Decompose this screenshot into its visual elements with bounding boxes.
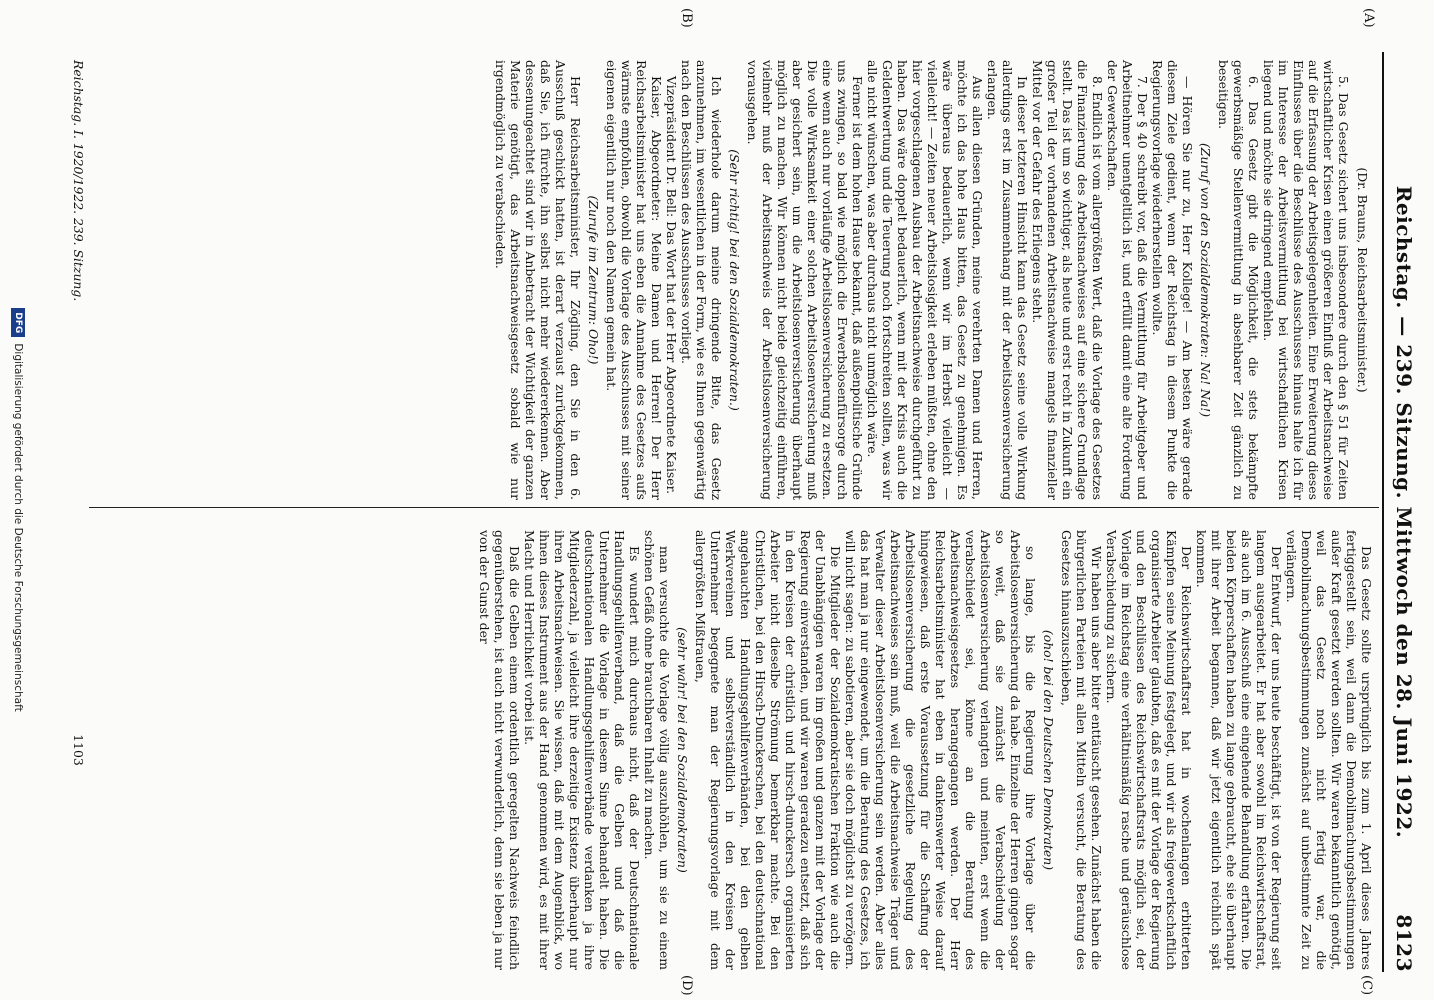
dfg-logo-icon: DFG — [11, 308, 25, 337]
margin-mark-a: (A) — [1361, 8, 1376, 28]
paragraph: so lange, bis die Regierung ihre Vorlage über die Arbeitslosenversicherung da habe. Einzelne der Herren gingen sogar so weit, daß sie zunächst die Verabschiedung der Arbeitslosenversicherung verlangten und meinten, erst wenn die verabschiedet sei, könne an die Beratung des Arbeitsnachweisgesetzes herangegangen werden. Der Herr Reichsarbeitsminister hat eben in dankenswerter Weise darauf hingewiesen, daß erste Voraussetzung für die Schaffung der Arbeitslosenversicherung die gesetzliche Regelung des Arbeitsnachweises sein muß, weil die Arbeitsnachweise Träger und Verwalter dieser Arbeitslosenversicherung sein werden. Aber alles das hat man ja nur eingewendet, um die Beratung des Gesetzes, ich will nicht sagen: zu sabotieren, aber sie doch möglichst zu verzögern. — [843, 530, 1038, 970]
paragraph: — Hören Sie nur zu, Herr Kollege! — Am besten wäre gerade diesem Ziele gedient, wenn der Reichstag in diesem Punkte die Regierungsvorlage wiederherstellen wollte. — [1150, 60, 1195, 500]
paragraph: Das Gesetz sollte ursprünglich bis zum 1. April dieses Jahres fertiggestellt sein, weil dann die Demobilmachungsbestimmungen außer Kraft gesetzt werden sollten. Wir waren bekanntlich genötigt, weil das Gesetz noch nicht fertig war, die Demobilmachungsbestimmungen zunächst auf unbestimmte Zeit zu verlängern. — [1284, 530, 1374, 970]
page-footer-left: Reichstag. I. 1920/1922. 239. Sitzung. — [71, 60, 86, 302]
paragraph: Es wundert mich durchaus nicht, daß der Deutschnationale Handlungsgehilfenverband, daß die Gelben und daß die Unternehmer die Vorlage in diesem Sinne behandelt haben. Die deutschnationalen Handlungsgehilfenverbände verdanken ja ihre Mitgliederzahl, ja vielleicht ihre derzeitige Existenz überhaupt nur ihren Arbeitsnachweisen. Sie wissen, daß mit dem Augenblick, wo ihnen dieses Instrument aus der Hand genommen wird, es mit ihrer Macht und Herrlichkeit vorbei ist. — [522, 530, 642, 970]
left-text-column — [493, 60, 1374, 500]
paragraph: man versuchte die Vorlage völlig auszuhöhlen, um sie zu einem schönen Gefäß ohne brauchbaren Inhalt zu machen. — [642, 530, 672, 970]
paragraph: Die Mitglieder der Sozialdemokratischen Fraktion wie auch die der Unabhängigen waren im großen und ganzen mit der Vorlage der Regierung einverstanden, und wir waren geradezu entsetzt, daß sich in den Kreisen der christlich und hirsch-dunckersch organisierten Arbeiter nicht dieselbe Strömung bemerkbar machte. Bei den Christlichen, bei den Hirsch-Dunckerschen, bei den deutschnational angehauchten Handlungsgehilfenverbänden, bei den gelben Werkvereinen und selbstverständlich in den Kreisen der Unternehmer begegnete man der Regierungsvorlage mit dem allergrößten Mißtrauen, — [693, 530, 843, 970]
paragraph: 8. Endlich ist vom allergrößten Wert, daß die Vorlage des Gesetzes die Finanzierung des Arbeitsnachweises auf eine sichere Grundlage stellt. Das ist um so wichtiger, als heute und erst recht in Zukunft ein großer Teil der vorhandenen Arbeitsnachweise mangels finanzieller Mittel vor der Gefahr des Erliegens steht. — [1030, 60, 1105, 500]
header-rule — [1382, 52, 1384, 972]
paragraph: Kaiser, Abgeordneter: Meine Damen und Herren! Der Herr Reichsarbeitsminister hat uns eben die Annahme des Gesetzes aufs wärmste empfohlen, obwohl die Vorlage des Ausschusses mit seiner eigenen eigentlich nur noch den Namen gemein hat. — [604, 60, 664, 500]
paragraph: Der Reichswirtschaftsrat hat in wochenlangen erbitterten Kämpfen seine Meinung festgelegt, und wir als freigewerkschaftlich organisierte Arbeiter glaubten, daß es mit der Vorlage der Regierung und den Beschlüssen des Reichswirtschaftsrats möglich sei, der Vorlage im Reichstag eine verhältnismäßig rasche und geräuschlose Verabschiedung zu sichern. — [1104, 530, 1194, 970]
interjection: (sehr wahr! bei den Sozialdemokraten) — [675, 627, 690, 873]
watermark-text: Digitalisierung gefördert durch die Deutsche Forschungsgemeinschaft — [12, 343, 24, 712]
margin-mark-d: (D) — [679, 975, 694, 996]
paragraph: In dieser letzteren Hinsicht kann das Gesetz seine volle Wirkung allerdings erst im Zusammenhang mit der Arbeitslosenversicherung erlangen. — [985, 60, 1030, 500]
paragraph: 7. Der § 40 schreibt vor, daß die Vermittlung für Arbeitgeber und Arbeitnehmer unentgeltlich ist, und erfüllt damit eine alte Forderung der Gewerkschaften. — [1105, 60, 1150, 500]
page-header — [1386, 52, 1420, 972]
paragraph: Aus allen diesen Gründen, meine verehrten Damen und Herren, möchte ich das hohe Haus bitten, das Gesetz zu genehmigen. Es wäre überaus bedauerlich, wenn wir im Herbst vielleicht — vielleicht! — Zeiten neuer Arbeitslosigkeit erleben müßten, ohne den hier vorgeschlagenen Ausbau der Arbeitsnachweise durchgeführt zu haben. Das wäre doppelt bedauerlich, wenn mit der Krisis auch die Geldentwertung und die Teuerung noch fortschreiten sollten, was wir alle nicht wünschen, was aber durchaus nicht unmöglich wäre. — [865, 60, 985, 500]
margin-mark-c: (C) — [1359, 975, 1374, 996]
margin-mark-b: (B) — [679, 8, 694, 28]
right-text-column — [477, 530, 1374, 970]
paragraph: 5. Das Gesetz sichert uns insbesondere durch den § 51 für Zeiten wirtschaftlicher Krisen einen größeren Einfluß der Arbeitsnachweise auf die Erfassung der Arbeitsgelegenheiten. Eine Erweiterung dieses Einflusses über die Beschlüsse des Ausschusses hinaus halte ich für im Interesse der Arbeitsvermittlung bei wirtschaftlichen Krisen liegend und möchte sie dringend empfehlen. — [1261, 60, 1351, 500]
paragraph: Der Entwurf, der uns heute beschäftigt, ist von der Regierung seit langem ausgearbeitet. Er hat aber sowohl im Reichswirtschaftsrat, als auch im 6. Ausschuß eine eingehende Behandlung erfahren. Die beiden Körperschaften haben zu lange gebraucht, ehe sie überhaupt mit ihrer Arbeit begannen, daß wir jetzt eigentlich reichlich spät kommen. — [1194, 530, 1284, 970]
paragraph: Vizepräsident Dr. Bell: Das Wort hat der Herr Abgeordnete Kaiser. — [664, 76, 679, 495]
paragraph: Herr Reichsarbeitsminister, Ihr Zögling, den Sie in den 6. Ausschuß geschickt hatten, ist derart verzaust zurückgekommen, daß Sie, ich fürchte, ihn selbst nicht mehr wiedererkennen. Aber dessenungeachtet sind wir in Anbetracht der Wichtigkeit der ganzen Materie genötigt, das Arbeitsnachweisgesetz sobald wie nur irgendmöglich zu verabschieden. — [493, 60, 583, 500]
paragraph: Ferner ist dem hohen Hause bekannt, daß außenpolitische Gründe uns zwingen, so bald wie möglich die Erwerbslosenfürsorge durch eine wenn auch nur vorläufige Arbeitslosenversicherung zu ersetzen. Die volle Wirksamkeit einer solchen Arbeitslosenversicherung muß aber gesichert sein, um die Arbeitslosenversicherung überhaupt möglich zu machen. Wir können nicht beide gleichzeitig einführen, vielmehr muß der Arbeitsnachweis der Arbeitslosenversicherung vorausgehen. — [745, 60, 865, 500]
paragraph: 6. Das Gesetz gibt die Möglichkeit, die stets bekämpfte gewerbsmäßige Stellenvermittlung in absehbarer Zeit gänzlich zu beseitigen. — [1216, 60, 1261, 500]
paragraph: Ich wiederhole darum meine dringende Bitte, das Gesetz anzunehmen, im wesentlichen in der Form, wie es Ihnen gegenwärtig nach den Beschlüssen des Ausschusses vorliegt. — [679, 60, 724, 500]
paragraph: Daß die Gelben einem ordentlich geregelten Nachweis feindlich gegenüberstehen, ist auch nicht verwunderlich, denn sie leben ja nur von der Gunst der — [477, 530, 522, 970]
paragraph: Wir haben uns aber bitter enttäuscht gesehen. Zunächst haben die bürgerlichen Parteien mit allen Mitteln versucht, die Beratung des Gesetzes hinauszuschieben, — [1059, 530, 1104, 970]
header-page-number: 8123 — [1392, 914, 1416, 972]
column-divider — [89, 507, 1379, 508]
interjection: (Zuruf von den Sozialdemokraten: Na! Na!) — [1198, 142, 1213, 418]
digitization-watermark — [8, 40, 28, 980]
speaker-line: (Dr. Brauns, Reichsarbeitsminister.) — [1355, 167, 1370, 393]
interjection: (Zurufe im Zentrum: Oho!) — [586, 195, 601, 365]
header-title: Reichstag. — 239. Sitzung. Mittwoch den 28. Juni 1922. — [1392, 185, 1416, 839]
page-footer-right: 1103 — [71, 734, 86, 766]
interjection: (Sehr richtig! bei den Sozialdemokraten.) — [727, 149, 742, 411]
interjection: (oho! bei den Deutschen Demokraten) — [1041, 629, 1056, 871]
